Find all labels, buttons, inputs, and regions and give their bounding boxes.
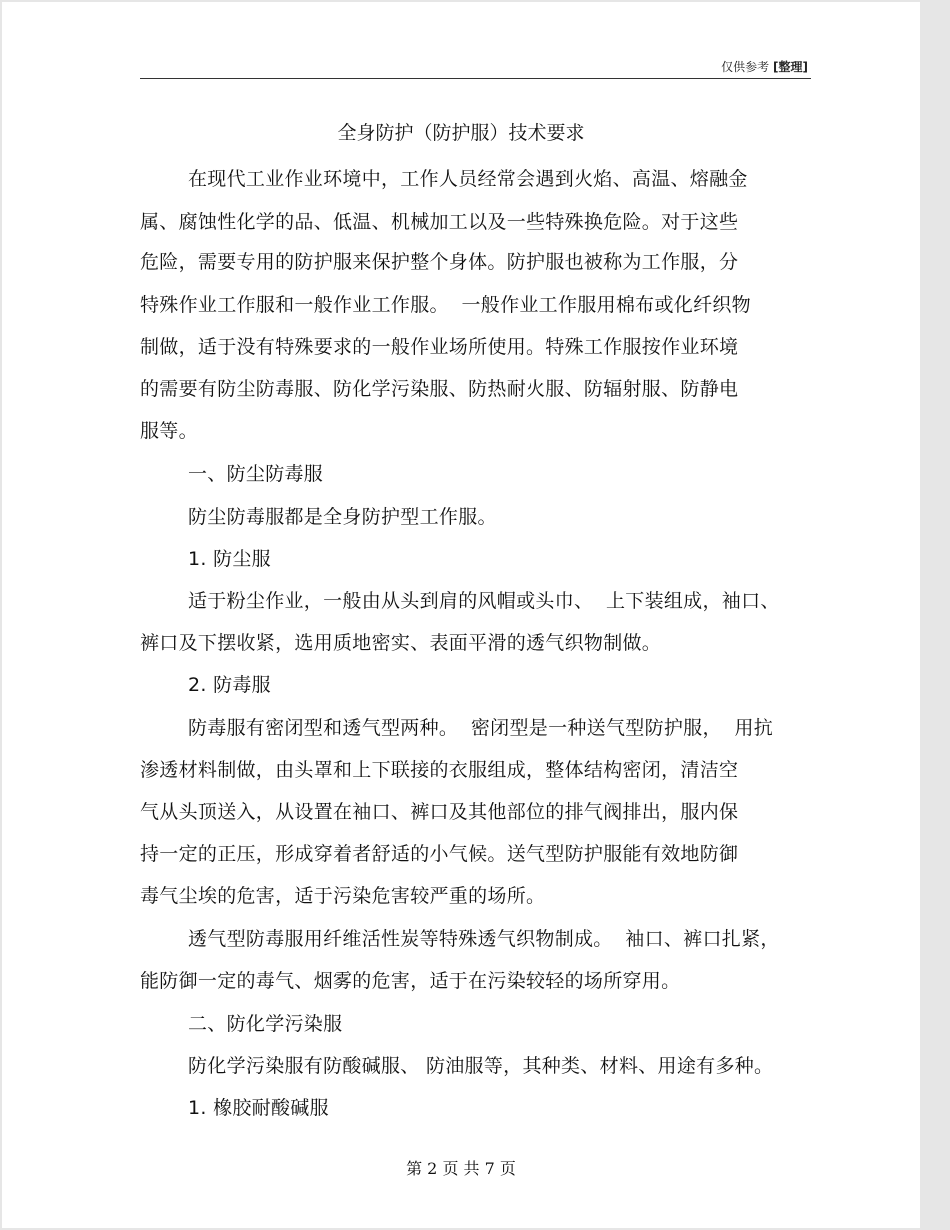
paragraph-line: 制做，适于没有特殊要求的一般作业场所使用。特殊工作服按作业环境	[140, 336, 739, 358]
paragraph-line: 渗透材料制做，由头罩和上下联接的衣服组成，整体结构密闭，清洁空	[140, 759, 739, 781]
header-bracket: [整理]	[773, 60, 808, 74]
subsection-heading: 2. 防毒服	[188, 674, 271, 696]
paragraph-line: 防毒服有密闭型和透气型两种。 密闭型是一种送气型防护服， 用抗	[188, 717, 774, 739]
header-text: 仅供参考	[721, 60, 770, 74]
subsection-heading: 1. 防尘服	[188, 548, 271, 570]
paragraph-line: 适于粉尘作业，一般由从头到肩的风帽或头巾、 上下装组成，袖口、	[188, 590, 780, 612]
page-header	[721, 58, 808, 75]
paragraph-line: 危险，需要专用的防护服来保护整个身体。防护服也被称为工作服，分	[140, 251, 739, 273]
paragraph-line: 的需要有防尘防毒服、防化学污染服、防热耐火服、防辐射服、防静电	[140, 378, 739, 400]
paragraph-line: 能防御一定的毒气、烟雾的危害，适于在污染较轻的场所穿用。	[140, 970, 681, 992]
paragraph-line: 裤口及下摆收紧，选用质地密实、表面平滑的透气织物制做。	[140, 632, 662, 654]
header-rule	[140, 78, 811, 79]
paragraph-line: 透气型防毒服用纤维活性炭等特殊透气织物制成。 袖口、裤口扎紧，	[188, 928, 780, 950]
document-page	[2, 2, 920, 1228]
paragraph-line: 持一定的正压，形成穿着者舒适的小气候。送气型防护服能有效地防御	[140, 843, 739, 865]
paragraph-line: 特殊作业工作服和一般作业工作服。 一般作业工作服用棉布或化纤织物	[140, 294, 751, 316]
subsection-heading: 1. 橡胶耐酸碱服	[188, 1097, 329, 1119]
paragraph-line: 气从头顶送入，从设置在袖口、裤口及其他部位的排气阀排出，服内保	[140, 801, 739, 823]
page-footer: 第 2 页 共 7 页	[406, 1159, 516, 1178]
section-heading: 二、防化学污染服	[188, 1013, 343, 1035]
paragraph-line: 在现代工业作业环境中，工作人员经常会遇到火焰、高温、熔融金	[188, 168, 748, 190]
document-title: 全身防护（防护服）技术要求	[337, 122, 585, 144]
paragraph-line: 毒气尘埃的危害，适于污染危害较严重的场所。	[140, 885, 546, 907]
paragraph-line: 防尘防毒服都是全身防护型工作服。	[188, 506, 497, 528]
paragraph-line: 服等。	[140, 420, 198, 442]
section-heading: 一、防尘防毒服	[188, 463, 324, 485]
paragraph-line: 防化学污染服有防酸碱服、 防油服等，其种类、材料、用途有多种。	[188, 1055, 774, 1077]
paragraph-line: 属、腐蚀性化学的品、低温、机械加工以及一些特殊换危险。对于这些	[140, 211, 739, 233]
